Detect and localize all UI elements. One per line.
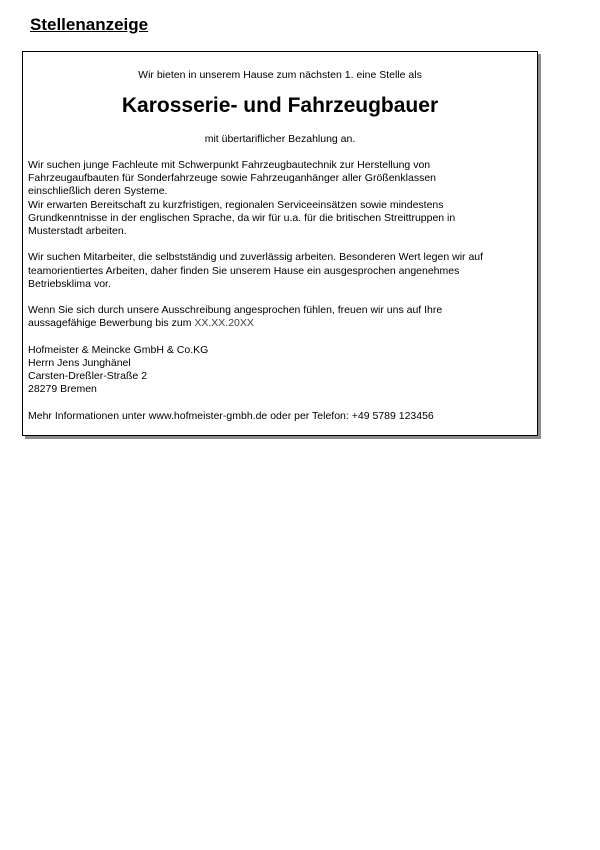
text-line: Fahrzeugaufbauten für Sonderfahrzeuge sowie Fahrzeuganhänger aller Größenklassen [28,172,437,185]
deadline-prefix: aussagefähige Bewerbung bis zum [28,317,195,330]
contact-info: Mehr Informationen unter www.hofmeister-gmbh.de oder per Telefon: +49 5789 123456 [28,409,434,422]
ad-salary: mit übertariflicher Bezahlung an. [204,133,356,145]
text-line: Wir suchen junge Fachleute mit Schwerpunkt Fahrzeugbautechnik zur Herstellung von [28,159,431,171]
team-paragraph [28,251,531,291]
postal-city: 28279 Bremen [28,383,97,396]
requirements-paragraph [28,159,531,238]
ad-body [28,159,531,423]
text-line: Wir erwarten Bereitschaft zu kurzfristigen, regionalen Serviceeinsätzen sowie mindestens [28,198,444,211]
deadline-date: XX.XX.20XX [194,317,254,330]
ad-headline: Karosserie- und Fahrzeugbauer [121,94,439,117]
text-line: Wenn Sie sich durch unsere Ausschreibung angesprochen fühlen, freuen wir uns auf Ihre [28,304,443,317]
street-address: Carsten-Dreßler-Straße 2 [28,370,148,383]
text-line: Musterstadt arbeiten. [28,225,127,238]
text-line: Wir suchen Mitarbeiter, die selbstständig und zuverlässig arbeiten. Besonderen Wert legen wir auf [28,251,484,264]
text-line: Grundkenntnisse in der englischen Sprache, da wir für u.a. für die britischen Streittruppen in [28,211,456,224]
text-line: einschließlich deren Systeme. [28,185,168,198]
company-address [28,344,531,397]
page-title: Stellenanzeige [30,15,149,34]
job-ad-box [22,51,538,436]
text-line: teamorientiertes Arbeiten, daher finden Sie unserem Hause ein ausgesprochen angenehmes [28,264,460,277]
deadline-line [28,317,531,330]
application-paragraph [28,304,531,330]
company-name: Hofmeister & Meincke GmbH & Co.KG [28,343,209,356]
contact-person: Herrn Jens Junghänel [28,357,131,369]
text-line: Betriebsklima vor. [28,277,111,290]
ad-intro: Wir bieten in unserem Hause zum nächsten 1. eine Stelle als [138,69,422,81]
